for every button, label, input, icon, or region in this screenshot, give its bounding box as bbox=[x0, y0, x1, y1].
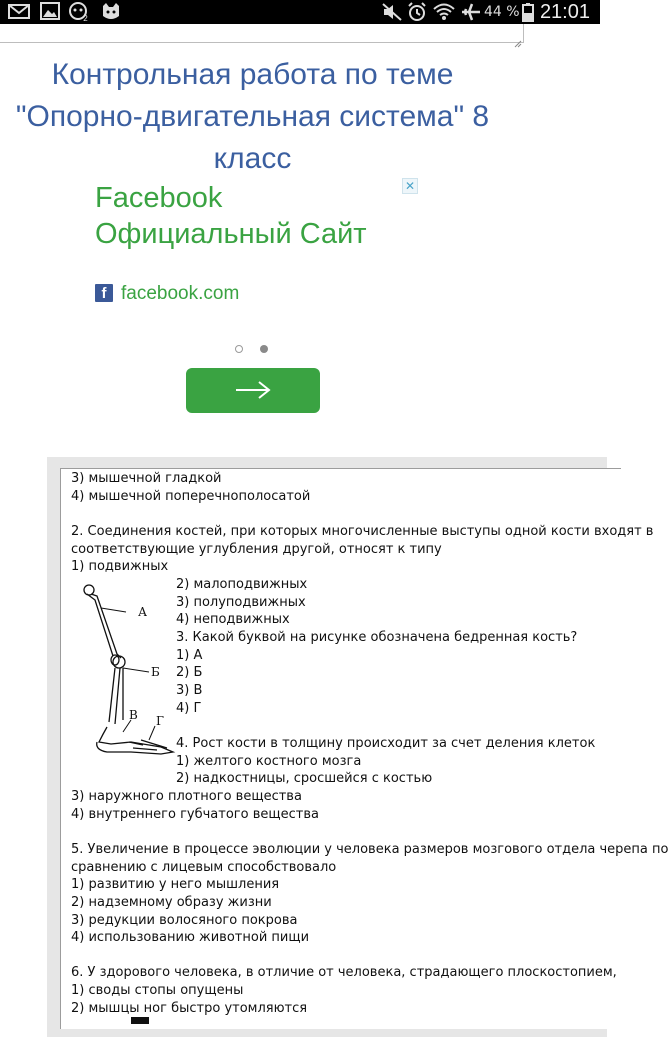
doc-line: 1) своды стопы опущены bbox=[71, 983, 244, 998]
doc-line: 6. У здорового человека, в отличие от человека, страдающего плоскостопием, bbox=[71, 965, 617, 980]
doc-line: 1) А bbox=[176, 648, 203, 663]
status-bar bbox=[0, 0, 600, 24]
doc-line: 4) использованию животной пищи bbox=[71, 930, 310, 945]
clock: 21:01 bbox=[539, 1, 590, 23]
cat-app-icon bbox=[100, 2, 122, 22]
doc-line: 4. Рост кости в толщину происходит за счет деления клеток bbox=[176, 736, 596, 751]
toolbar-remnant bbox=[131, 1017, 149, 1024]
doc-line: сравнению с лицевым способствовало bbox=[71, 860, 337, 875]
ad-close-icon[interactable]: ✕ bbox=[402, 178, 418, 194]
doc-line: 4) Г bbox=[176, 701, 202, 716]
leg-skeleton-figure bbox=[71, 582, 176, 762]
doc-line: 2) Б bbox=[176, 665, 203, 680]
doc-line: 3) полуподвижных bbox=[176, 595, 306, 610]
ad-title[interactable] bbox=[95, 180, 367, 252]
doc-line: соответствующие углубления другой, относят к типу bbox=[71, 542, 442, 557]
doc-line: 4) мышечной поперечнополосатой bbox=[71, 489, 311, 504]
ad-page-dot-1[interactable] bbox=[235, 345, 243, 353]
airplane-mode-icon bbox=[460, 2, 482, 22]
doc-line: 2) малоподвижных bbox=[176, 577, 308, 592]
doc-line: 5. Увеличение в процессе эволюции у человека размеров мозгового отдела черепа по bbox=[71, 842, 669, 857]
ad-banner[interactable] bbox=[0, 170, 600, 440]
doc-line: 3) наружного плотного вещества bbox=[71, 789, 302, 804]
doc-line: 3) редукции волосяного покрова bbox=[71, 913, 298, 928]
battery-icon bbox=[522, 2, 534, 22]
arrow-right-icon bbox=[235, 380, 271, 400]
document-viewer[interactable] bbox=[47, 457, 669, 1037]
figure-label-g: Г bbox=[156, 714, 164, 728]
doc-line: 3. Какой буквой на рисунке обозначена бедренная кость? bbox=[176, 630, 578, 645]
wifi-icon bbox=[432, 2, 456, 22]
doc-line: 1) желтого костного мозга bbox=[176, 754, 362, 769]
doc-line: 4) неподвижных bbox=[176, 612, 290, 627]
doc-line: 3) мышечной гладкой bbox=[71, 471, 222, 486]
doc-line: 4) внутреннего губчатого вещества bbox=[71, 807, 319, 822]
page-title: Контрольная работа по теме "Опорно-двигательная система" 8 класс bbox=[15, 58, 490, 175]
app-face-icon bbox=[68, 2, 92, 22]
doc-line: 3) В bbox=[176, 683, 203, 698]
text-area[interactable] bbox=[0, 24, 524, 43]
doc-line: 2) мышцы ног быстро утомляются bbox=[71, 1001, 308, 1016]
doc-line: 2) надкостницы, сросшейся с костью bbox=[176, 771, 433, 786]
figure-label-v: В bbox=[129, 708, 138, 722]
doc-line: 2) надземному образу жизни bbox=[71, 895, 272, 910]
svg-text:2: 2 bbox=[83, 14, 89, 23]
battery-percent: 44 % bbox=[484, 4, 520, 20]
doc-line: 1) подвижных bbox=[71, 559, 169, 574]
doc-line: 1) развитию у него мышления bbox=[71, 877, 280, 892]
figure-label-a: А bbox=[138, 605, 148, 619]
doc-line: 2. Соединения костей, при которых многочисленные выступы одной кости входят в bbox=[71, 524, 654, 539]
ad-title-line1: Facebook bbox=[95, 182, 223, 214]
facebook-icon: f bbox=[95, 284, 113, 302]
mute-icon bbox=[381, 2, 403, 22]
ad-page-dot-2[interactable] bbox=[260, 345, 268, 353]
mail-icon bbox=[8, 2, 30, 22]
ad-domain-text: facebook.com bbox=[121, 283, 240, 304]
figure-label-b: Б bbox=[151, 665, 160, 679]
resize-grip-icon[interactable] bbox=[514, 33, 522, 41]
alarm-icon bbox=[406, 2, 428, 22]
ad-go-button[interactable] bbox=[186, 368, 320, 413]
document-page bbox=[60, 468, 669, 1029]
gallery-icon bbox=[40, 2, 60, 22]
ad-title-line2: Официальный Сайт bbox=[95, 218, 367, 250]
